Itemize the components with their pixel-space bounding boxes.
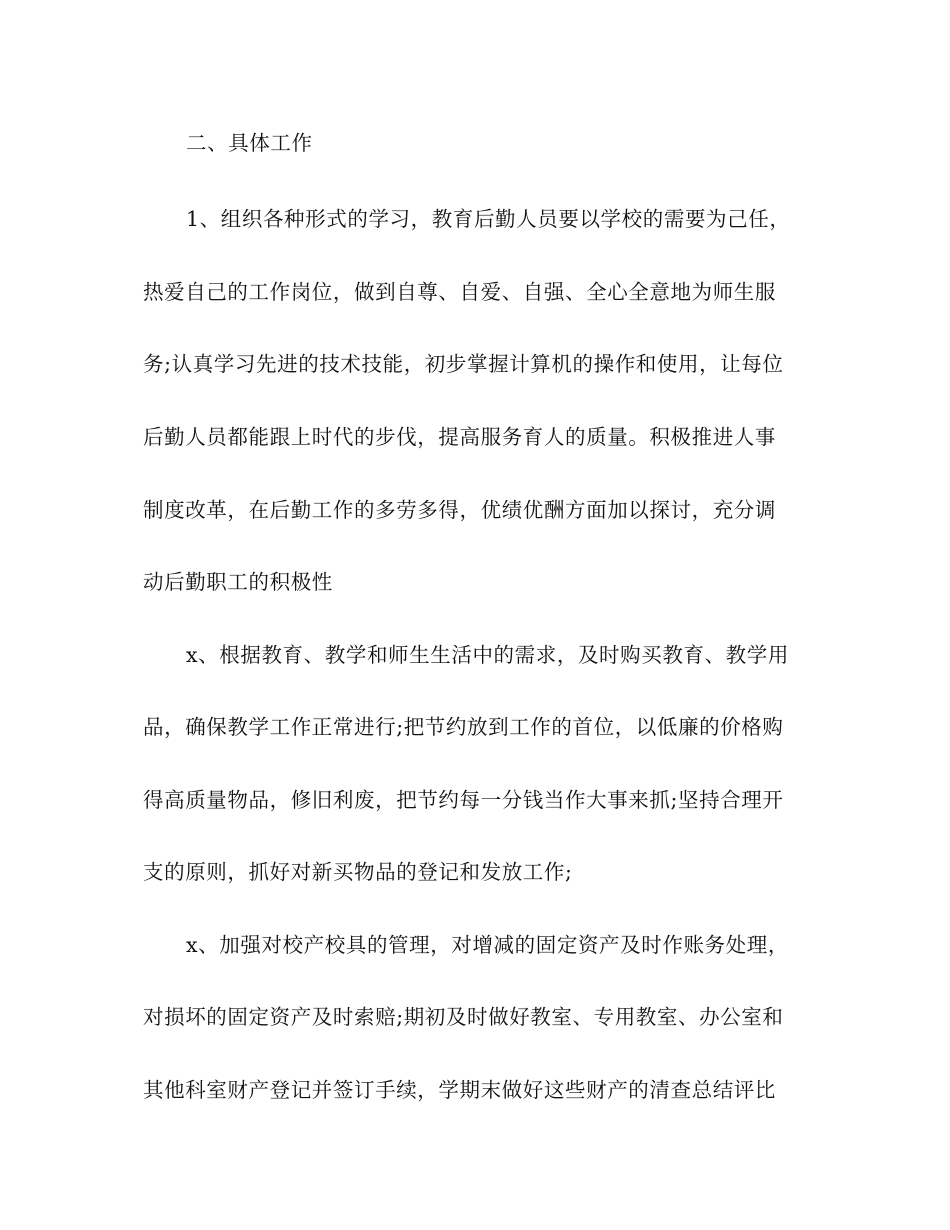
paragraph-2-line-3: 得高质量物品，修旧利废，把节约每一分钱当作大事来抓;坚持合理开 (143, 788, 784, 812)
paragraph-1-line-4: 后勤人员都能跟上时代的步伐，提高服务育人的质量。积极推进人事 (143, 425, 776, 449)
paragraph-2-line-2: 品，确保教学工作正常进行;把节约放到工作的首位，以低廉的价格购 (143, 715, 784, 739)
paragraph-1-line-2: 热爱自己的工作岗位，做到自尊、自爱、自强、全心全意地为师生服 (143, 280, 776, 304)
section-heading: 二、具体工作 (186, 131, 313, 155)
paragraph-3-line-1: x、加强对校产校具的管理，对增减的固定资产及时作账务处理， (186, 933, 789, 957)
paragraph-1-line-1: 1、组织各种形式的学习，教育后勤人员要以学校的需要为己任， (186, 207, 791, 231)
paragraph-2-line-1: x、根据教育、教学和师生生活中的需求，及时购买教育、教学用 (186, 643, 789, 667)
paragraph-1-line-6: 动后勤职工的积极性 (143, 570, 333, 594)
paragraph-1-line-3: 务;认真学习先进的技术技能，初步掌握计算机的操作和使用，让每位 (143, 352, 784, 376)
paragraph-3-line-3: 其他科室财产登记并签订手续，学期末做好这些财产的清查总结评比 (143, 1078, 776, 1102)
paragraph-1-line-5: 制度改革，在后勤工作的多劳多得，优绩优酬方面加以探讨，充分调 (143, 498, 776, 522)
paragraph-3-line-2: 对损坏的固定资产及时索赔;期初及时做好教室、专用教室、办公室和 (143, 1005, 784, 1029)
paragraph-2-line-4: 支的原则，抓好对新买物品的登记和发放工作; (143, 860, 573, 884)
